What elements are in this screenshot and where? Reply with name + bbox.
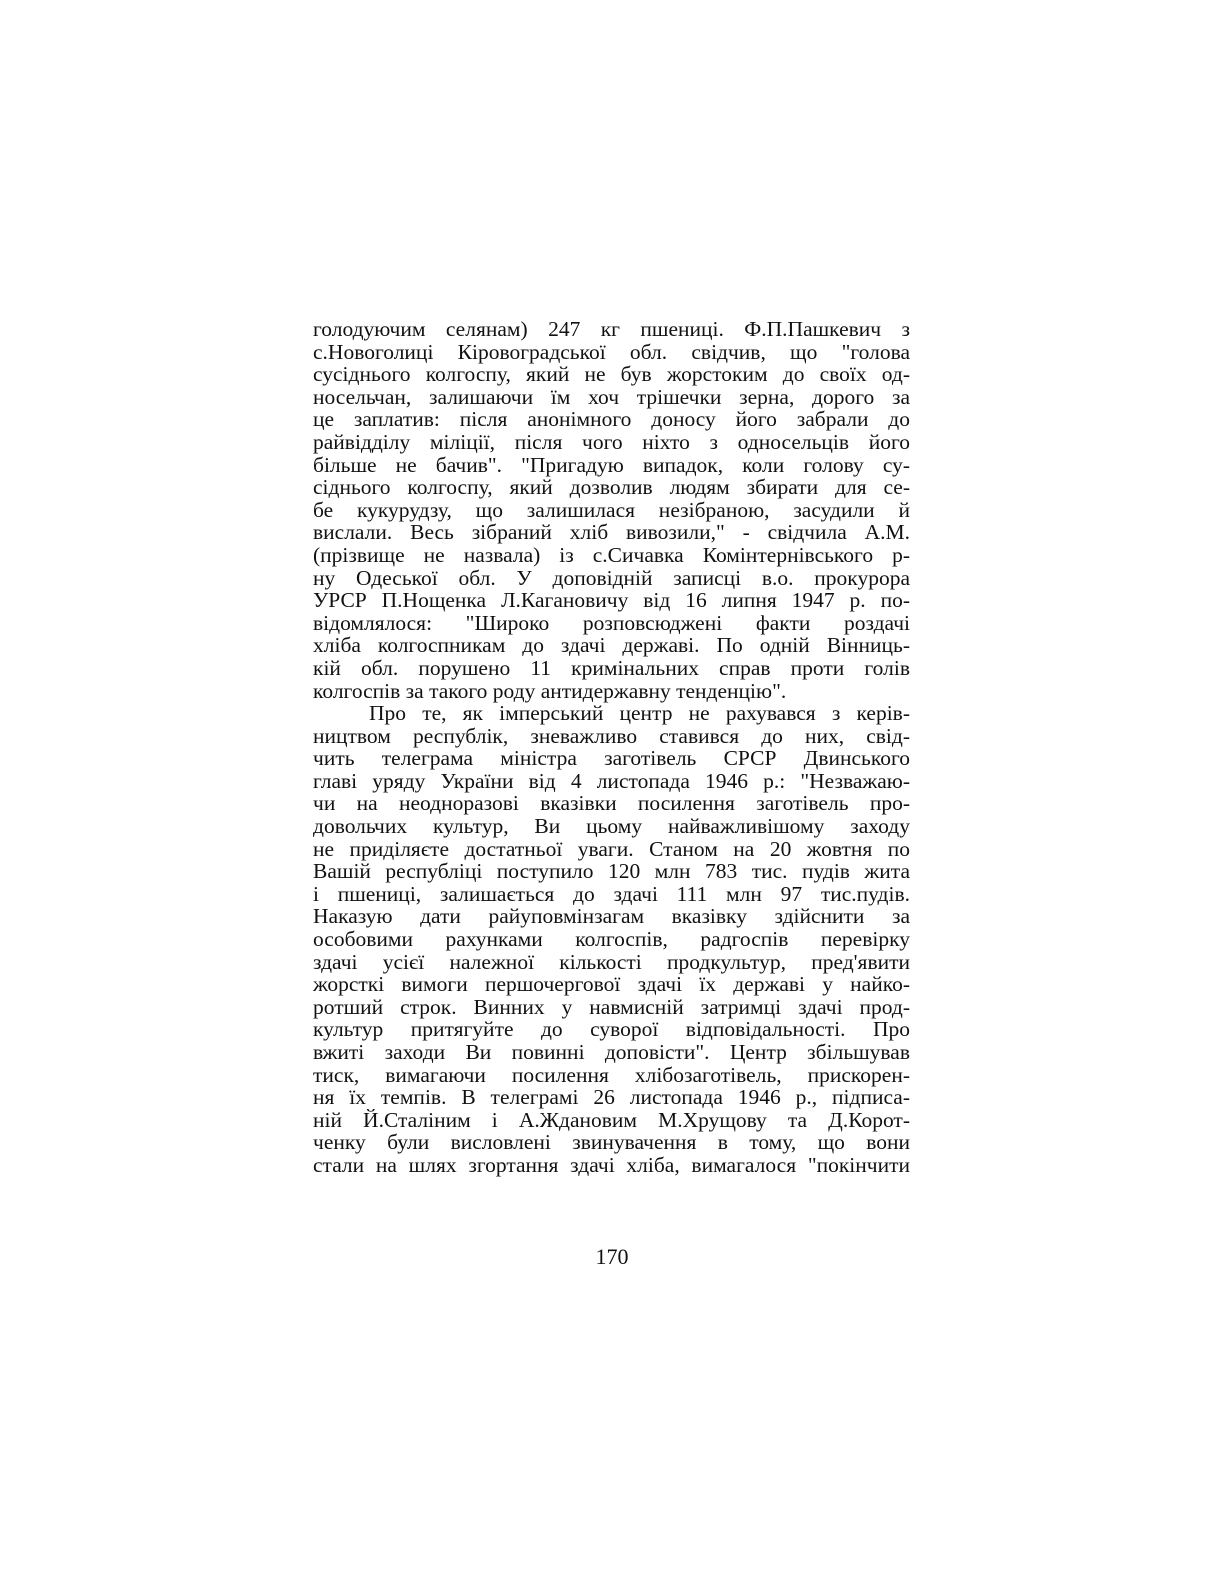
text-line: колгоспів за такого роду антидержавну тенденцію". [313, 678, 787, 703]
page-number: 170 [595, 1244, 629, 1269]
text-line: с.Новоголиці Кіровоградської обл. свідчив, що "голова [313, 339, 910, 364]
text-line: ній Й.Сталіним і А.Ждановим М.Хрущову та Д.Корот- [313, 1107, 910, 1132]
text-line: сіднього колгоспу, який дозволив людям збирати для се- [313, 475, 910, 500]
text-line: райвідділу міліції, після чого ніхто з односельців його [313, 429, 910, 454]
text-line: ництвом республік, зневажливо ставився до них, свід- [313, 723, 910, 748]
text-line: особовими рахунками колгоспів, радгоспів перевірку [313, 927, 910, 952]
text-line: не приділяєте достатньої уваги. Станом на 20 жовтня по [313, 836, 910, 861]
paragraph [313, 702, 910, 1176]
text-line: більше не бачив". "Пригадую випадок, коли голову су- [313, 452, 910, 477]
text-line: чить телеграма міністра заготівель СРСР Двинського [313, 746, 910, 771]
text-line: бе кукурудзу, що залишилася незібраною, засудили й [313, 497, 910, 522]
text-line: Вашій республіці поступило 120 млн 783 тис. пудів жита [313, 859, 910, 884]
text-line: чи на неодноразові вказівки посилення заготівель про- [313, 791, 910, 816]
text-line: сусіднього колгоспу, який не був жорстоким до своїх од- [313, 362, 910, 387]
text-line: УРСР П.Нощенка Л.Кагановичу від 16 липня 1947 р. по- [313, 588, 910, 613]
text-line: Наказую дати райуповмінзагам вказівку здійснити за [313, 904, 910, 929]
text-line: стали на шлях згортання здачі хліба, вимагалося "покінчити [313, 1152, 910, 1177]
text-line: ня їх темпів. В телеграмі 26 листопада 1946 р., підписа- [313, 1085, 910, 1110]
text-line: культур притягуйте до суворої відповідальності. Про [313, 1017, 910, 1042]
text-line: тиск, вимагаючи посилення хлібозаготівель, прискорен- [313, 1062, 910, 1087]
text-line: вислали. Весь зібраний хліб вивозили," - свідчила А.М. [313, 520, 910, 545]
text-line: ченку були висловлені звинувачення в тому, що вони [313, 1130, 910, 1155]
text-line: довольчих культур, Ви цьому найважливішому заходу [313, 814, 910, 839]
text-line: главі уряду України від 4 листопада 1946 р.: "Незважаю- [313, 768, 910, 793]
text-line: вжиті заходи Ви повинні доповісти". Центр збільшував [313, 1040, 910, 1064]
text-line: (прізвище не назвала) із с.Сичавка Комінтернівського р- [313, 542, 910, 567]
text-line: відомлялося: "Широко розповсюджені факти роздачі [313, 610, 910, 635]
body-text [313, 318, 910, 1177]
text-line: жорсткі вимоги першочергової здачі їх державі у найко- [313, 972, 910, 997]
text-line: здачі усієї належної кількості продкультур, пред'явити [313, 949, 910, 974]
text-line: носельчан, залишаючи їм хоч трішечки зерна, дорого за [313, 384, 910, 409]
paragraph [313, 318, 910, 702]
text-line: і пшениці, залишається до здачі 111 млн 97 тис.пудів. [313, 881, 910, 906]
text-line: це заплатив: після анонімного доносу його забрали до [313, 407, 910, 432]
text-line: хліба колгоспникам до здачі державі. По одній Вінниць- [313, 633, 910, 658]
text-line: кій обл. порушено 11 кримінальних справ проти голів [313, 655, 910, 680]
text-line: голодуючим селянам) 247 кг пшениці. Ф.П.Пашкевич з [313, 317, 910, 341]
text-line: ротший строк. Винних у навмисній затримці здачі прод- [313, 994, 910, 1019]
text-line: Про те, як імперський центр не рахувався з керів- [369, 701, 910, 726]
text-line: ну Одеської обл. У доповідній записці в.о. прокурора [313, 565, 910, 590]
